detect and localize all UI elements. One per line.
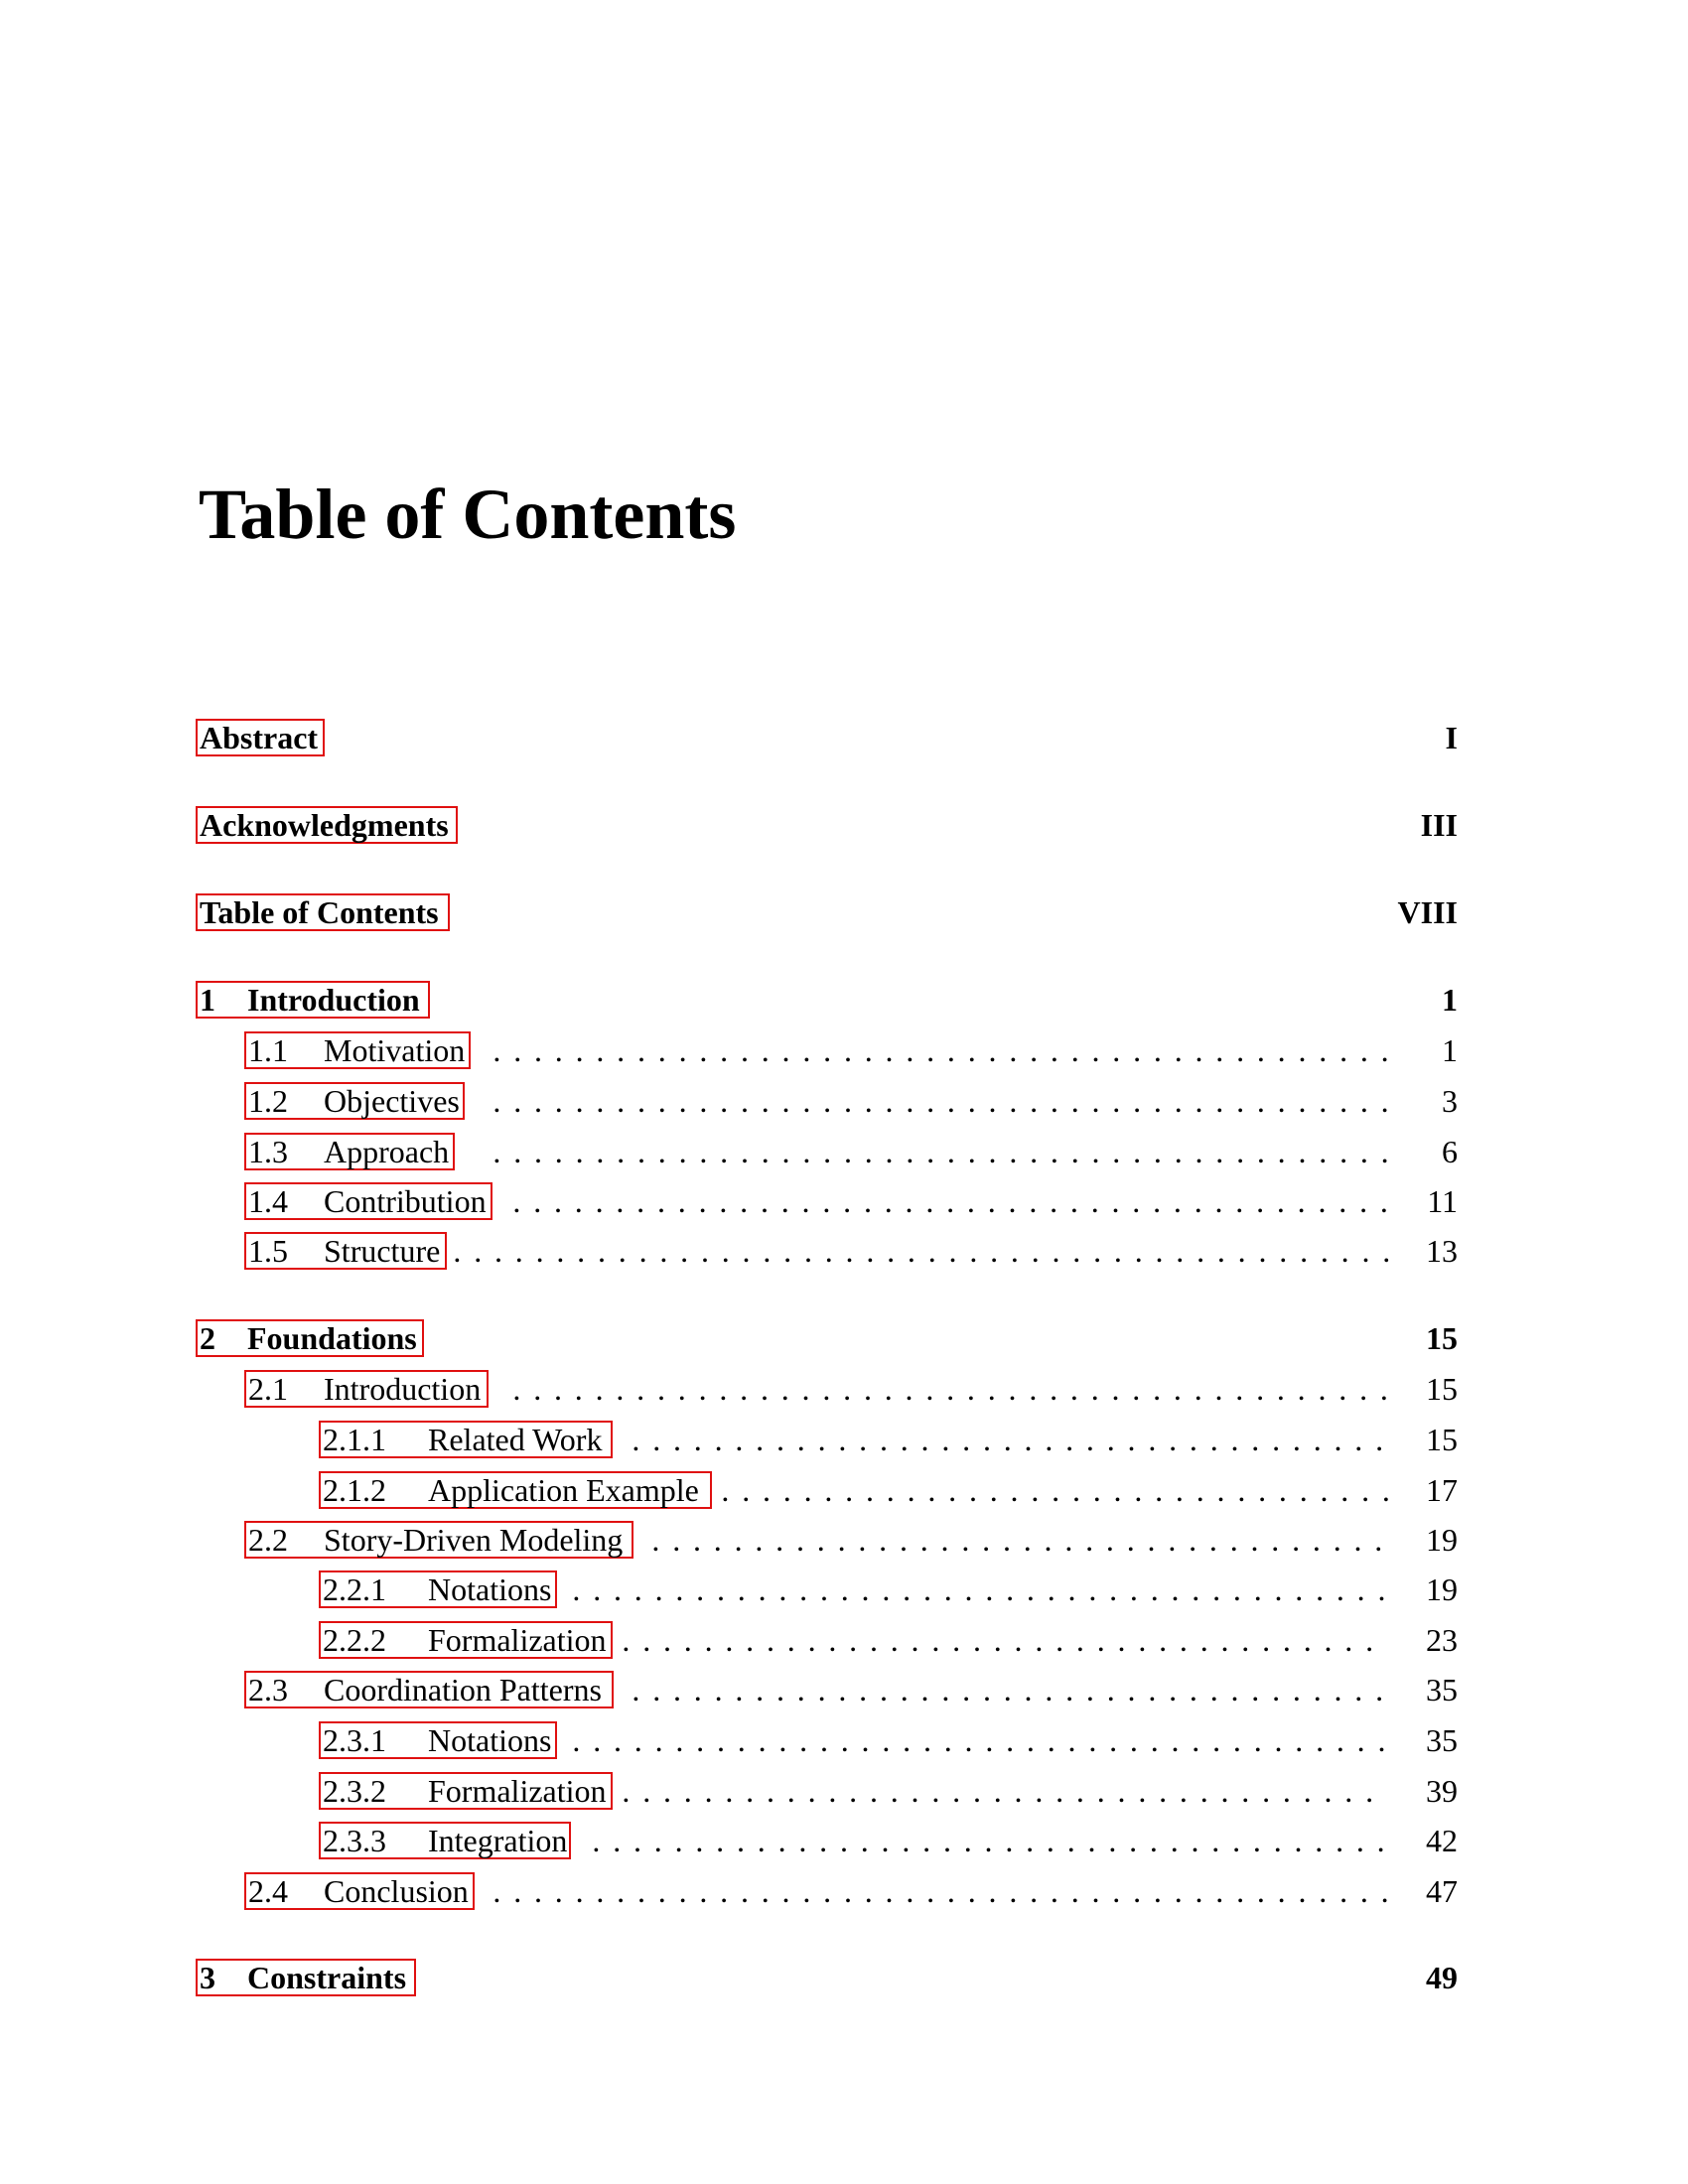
toc-page-number: 11 (1427, 1183, 1458, 1219)
toc-section-label: Introduction (324, 1371, 482, 1407)
page-title: Table of Contents (199, 475, 737, 554)
toc-subsection-label: Integration (428, 1823, 568, 1858)
toc-leader-dots: . . . . . . . . . . . . . . . . . . . . . . . . . . . . . . . . . . . . . . . . (572, 1722, 1386, 1758)
toc-leader-dots: . . . . . . . . . . . . . . . . . . . . . . . . . . . . . . . . . . . . . . . . (572, 1571, 1386, 1607)
toc-subsection-number: 2.3.1 (323, 1722, 386, 1758)
toc-section-2-4 (0, 1866, 1688, 1916)
toc-leader-dots: . . . . . . . . . . . . . . . . . . . . . . . . . . . . . . . . . . . . . . . . . . . . (492, 1873, 1389, 1909)
toc-subsection-label: Related Work (428, 1422, 603, 1457)
toc-link-subsection-2-3-1[interactable] (319, 1721, 557, 1759)
toc-subsection-2-1-2 (0, 1465, 1688, 1515)
toc-section-label: Conclusion (324, 1873, 469, 1909)
toc-subsection-label: Formalization (428, 1773, 607, 1809)
toc-section-number: 2.4 (248, 1873, 288, 1909)
toc-leader-dots: . . . . . . . . . . . . . . . . . . . . . . . . . . . . . . . . . . . . . (622, 1622, 1374, 1658)
toc-section-number: 1.3 (248, 1134, 288, 1169)
toc-subsection-2-3-3 (0, 1816, 1688, 1865)
toc-subsection-label: Notations (428, 1571, 552, 1607)
toc-subsection-2-2-2 (0, 1615, 1688, 1665)
toc-entry-abstract (0, 713, 1688, 762)
toc-section-number: 1.5 (248, 1233, 288, 1269)
toc-chapter-number: 1 (200, 982, 215, 1018)
toc-link-section-2-3[interactable] (244, 1671, 614, 1708)
toc-leader-dots: . . . . . . . . . . . . . . . . . . . . . . . . . . . . . . . . . . . . . (632, 1422, 1384, 1457)
toc-link-section-1-3[interactable] (244, 1133, 455, 1170)
toc-link-section-1-5[interactable] (244, 1232, 447, 1270)
toc-link-subsection-2-1-2[interactable] (319, 1471, 712, 1509)
toc-link-subsection-2-2-2[interactable] (319, 1621, 613, 1659)
toc-subsection-2-2-1 (0, 1565, 1688, 1614)
toc-subsection-2-3-1 (0, 1715, 1688, 1765)
toc-page-number: 13 (1426, 1233, 1458, 1269)
toc-page-number: III (1420, 807, 1458, 843)
toc-section-label: Contribution (324, 1183, 487, 1219)
toc-link-section-2-4[interactable] (244, 1872, 475, 1910)
toc-section-number: 2.1 (248, 1371, 288, 1407)
toc-leader-dots: . . . . . . . . . . . . . . . . . . . . . . . . . . . . . . . . . . . . . . . . . . . . (492, 1083, 1389, 1119)
toc-subsection-number: 2.3.2 (323, 1773, 386, 1809)
toc-chapter-3 (0, 1953, 1688, 2002)
toc-section-number: 1.2 (248, 1083, 288, 1119)
toc-link-subsection-2-3-2[interactable] (319, 1772, 613, 1810)
toc-page-number: 39 (1426, 1773, 1458, 1809)
toc-link-section-1-1[interactable] (244, 1031, 471, 1069)
toc-subsection-label: Notations (428, 1722, 552, 1758)
toc-page-number: 23 (1426, 1622, 1458, 1658)
toc-leader-dots: . . . . . . . . . . . . . . . . . . . . . . . . . . . . . . . . . (721, 1472, 1390, 1508)
toc-page-number: 35 (1426, 1722, 1458, 1758)
toc-section-label: Objectives (324, 1083, 460, 1119)
toc-link-subsection-2-1-1[interactable] (319, 1421, 613, 1458)
toc-section-1-3 (0, 1127, 1688, 1176)
toc-link-subsection-2-2-1[interactable] (319, 1570, 557, 1608)
toc-leader-dots: . . . . . . . . . . . . . . . . . . . . . . . . . . . . . . . . . . . . . . . . . . . . . . (453, 1233, 1391, 1269)
toc-chapter-number: 3 (200, 1960, 215, 1995)
toc-link-chapter-1[interactable] (196, 981, 430, 1019)
toc-page-number: 1 (1442, 1032, 1458, 1068)
toc-section-number: 1.4 (248, 1183, 288, 1219)
toc-page-number: 42 (1426, 1823, 1458, 1858)
toc-page-number: VIII (1397, 894, 1458, 930)
toc-link-chapter-2[interactable] (196, 1319, 424, 1357)
toc-leader-dots: . . . . . . . . . . . . . . . . . . . . . . . . . . . . . . . . . . . . . . . . . . . (512, 1371, 1388, 1407)
toc-section-1-1 (0, 1025, 1688, 1075)
toc-section-1-4 (0, 1176, 1688, 1226)
toc-page-number: 49 (1426, 1960, 1458, 1995)
toc-leader-dots: . . . . . . . . . . . . . . . . . . . . . . . . . . . . . . . . . . . . . . . . . . . (512, 1183, 1388, 1219)
toc-leader-dots: . . . . . . . . . . . . . . . . . . . . . . . . . . . . . . . . . . . . (651, 1522, 1383, 1558)
toc-chapter-number: 2 (200, 1320, 215, 1356)
toc-page-number: 15 (1426, 1320, 1458, 1356)
toc-chapter-label: Foundations (247, 1320, 417, 1356)
toc-section-label: Motivation (324, 1032, 466, 1068)
toc-page-number: 35 (1426, 1672, 1458, 1707)
toc-page-number: 19 (1426, 1522, 1458, 1558)
toc-subsection-2-3-2 (0, 1766, 1688, 1816)
toc-page-number: 3 (1442, 1083, 1458, 1119)
toc-subsection-2-1-1 (0, 1415, 1688, 1464)
toc-section-label: Structure (324, 1233, 441, 1269)
toc-section-label: Coordination Patterns (324, 1672, 602, 1707)
toc-section-2-1 (0, 1364, 1688, 1414)
toc-link-section-2-2[interactable] (244, 1521, 633, 1559)
toc-link-table-of-contents[interactable] (196, 893, 450, 931)
toc-link-section-1-2[interactable] (244, 1082, 465, 1120)
toc-page-number: 19 (1426, 1571, 1458, 1607)
toc-chapter-1 (0, 975, 1688, 1024)
toc-chapter-label: Constraints (247, 1960, 407, 1995)
toc-entry-label: Abstract (200, 720, 319, 755)
toc-section-1-5 (0, 1226, 1688, 1276)
toc-section-2-2 (0, 1515, 1688, 1565)
toc-subsection-number: 2.2.1 (323, 1571, 386, 1607)
toc-subsection-label: Formalization (428, 1622, 607, 1658)
toc-page-number: 15 (1426, 1422, 1458, 1457)
toc-leader-dots: . . . . . . . . . . . . . . . . . . . . . . . . . . . . . . . . . . . . . (632, 1672, 1384, 1707)
toc-page-number: I (1445, 720, 1458, 755)
toc-subsection-label: Application Example (428, 1472, 699, 1508)
toc-entry-label: Table of Contents (200, 894, 439, 930)
toc-section-number: 2.2 (248, 1522, 288, 1558)
toc-leader-dots: . . . . . . . . . . . . . . . . . . . . . . . . . . . . . . . . . . . . . . . . . . . . (492, 1032, 1389, 1068)
toc-chapter-2 (0, 1313, 1688, 1363)
toc-section-1-2 (0, 1076, 1688, 1126)
toc-link-acknowledgments[interactable] (196, 806, 458, 844)
toc-link-section-1-4[interactable] (244, 1182, 492, 1220)
toc-section-number: 2.3 (248, 1672, 288, 1707)
toc-page-number: 47 (1426, 1873, 1458, 1909)
toc-page-number: 6 (1442, 1134, 1458, 1169)
toc-entry-table-of-contents (0, 887, 1688, 937)
toc-link-chapter-3[interactable] (196, 1959, 416, 1996)
toc-entry-acknowledgments (0, 800, 1688, 850)
toc-link-abstract[interactable] (196, 719, 325, 756)
toc-leader-dots: . . . . . . . . . . . . . . . . . . . . . . . . . . . . . . . . . . . . . . . . . . . . (492, 1134, 1389, 1169)
toc-section-2-3 (0, 1665, 1688, 1714)
toc-subsection-number: 2.1.1 (323, 1422, 386, 1457)
toc-page-number: 1 (1442, 982, 1458, 1018)
toc-subsection-number: 2.1.2 (323, 1472, 386, 1508)
toc-page-number: 15 (1426, 1371, 1458, 1407)
toc-section-number: 1.1 (248, 1032, 288, 1068)
toc-link-subsection-2-3-3[interactable] (319, 1822, 571, 1859)
toc-leader-dots: . . . . . . . . . . . . . . . . . . . . . . . . . . . . . . . . . . . . . . . (592, 1823, 1385, 1858)
toc-subsection-number: 2.3.3 (323, 1823, 386, 1858)
toc-chapter-label: Introduction (247, 982, 420, 1018)
toc-subsection-number: 2.2.2 (323, 1622, 386, 1658)
toc-page-number: 17 (1426, 1472, 1458, 1508)
toc-section-label: Approach (324, 1134, 450, 1169)
toc-link-section-2-1[interactable] (244, 1370, 489, 1408)
toc-entry-label: Acknowledgments (200, 807, 449, 843)
toc-leader-dots: . . . . . . . . . . . . . . . . . . . . . . . . . . . . . . . . . . . . . (622, 1773, 1374, 1809)
toc-section-label: Story-Driven Modeling (324, 1522, 624, 1558)
